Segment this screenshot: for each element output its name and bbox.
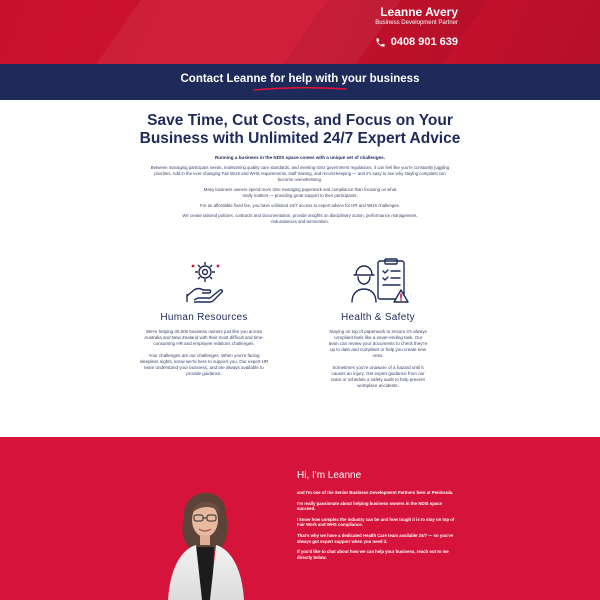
about-greeting: Hi, I'm Leanne xyxy=(297,470,362,481)
service-title: Health & Safety xyxy=(341,312,415,323)
phone-icon xyxy=(375,37,386,48)
bio-paragraph: I know how complex the industry can be and how tough it is to stay on top of Fair Work and WHS compliance. xyxy=(297,516,455,528)
about-section xyxy=(0,437,600,600)
header-banner xyxy=(0,0,600,64)
service-paragraph: We're helping 30,500 business owners just like you across Australia and New Zealand with their most difficult and time-consuming HR and employee relations challenges. xyxy=(144,329,264,346)
intro-paragraph: We create tailored policies, contracts and documentation, provide insights on disciplinary action, performance management, redundancies and termination. xyxy=(182,213,418,224)
intro-paragraph: Many business owners spend more time managing paperwork and compliance than focusing on what really matters — providing great support to their participants. xyxy=(203,187,397,198)
service-title: Human Resources xyxy=(160,312,248,323)
portrait-photo xyxy=(166,477,246,600)
phone-number: 0408 901 639 xyxy=(390,36,458,48)
page-title: Save Time, Cut Costs, and Focus on Your Business with Unlimited 24/7 Expert Advice xyxy=(139,112,461,147)
bio-paragraph: That's why we have a dedicated Health Care team available 24/7 — so you've always got expert support when you need it. xyxy=(297,532,454,544)
worker-checklist-icon xyxy=(342,258,414,304)
bio-paragraph: and I'm one of the Senior Business Development Partners here at Peninsula. xyxy=(297,490,454,495)
contact-role: Business Development Partner xyxy=(375,20,458,26)
intro-lead: Running a business in the NDIS space comes with a unique set of challenges. xyxy=(214,155,385,160)
service-human-resources xyxy=(139,258,269,377)
bio-paragraph: If you'd like to chat about how we can help your business, reach out to me directly below. xyxy=(297,549,449,560)
contact-name: Leanne Avery xyxy=(380,5,458,19)
service-paragraph: Staying on top of paperwork to ensure it's always compliant feels like a never-ending task. Our team can review your documents to check they're up to date and compliant or help you create new ones. xyxy=(328,329,428,358)
service-paragraph: Your challenges are our challenges. When you're facing sleepless nights, know we're here to support you. Our expert HR team understand your business, and are always available to provide guidance. xyxy=(139,353,269,376)
service-health-safety xyxy=(313,258,443,389)
intro-paragraph: Between managing participant needs, maintaining quality care standards, and meeting strict government regulations, it can feel like you're constantly juggling priorities. Add in the ever-changing Fair Work and WHS requirements, staff training, and record-keeping — and it's easy to see why staying compliant can become overwhelming. xyxy=(150,165,450,182)
phone-link[interactable] xyxy=(318,36,458,48)
contact-cta-bar[interactable] xyxy=(0,64,600,100)
intro-paragraph: For an affordable fixed fee, you have unlimited 24/7 access to expert advice for HR and WHS challenges. xyxy=(199,203,401,208)
hand-gear-icon xyxy=(184,258,224,304)
underline-swoosh xyxy=(252,86,348,92)
contact-cta-label[interactable]: Contact Leanne for help with your business xyxy=(180,72,420,85)
intro-section xyxy=(0,112,600,225)
service-paragraph: Sometimes you're unaware of a hazard until it causes an injury. Get expert guidance from our team or schedule a safety audit to help prevent workplace accidents. xyxy=(331,365,425,388)
bio-paragraph: I'm really passionate about helping business owners in the NDIS space succeed. xyxy=(297,500,443,512)
about-bio xyxy=(297,490,457,565)
